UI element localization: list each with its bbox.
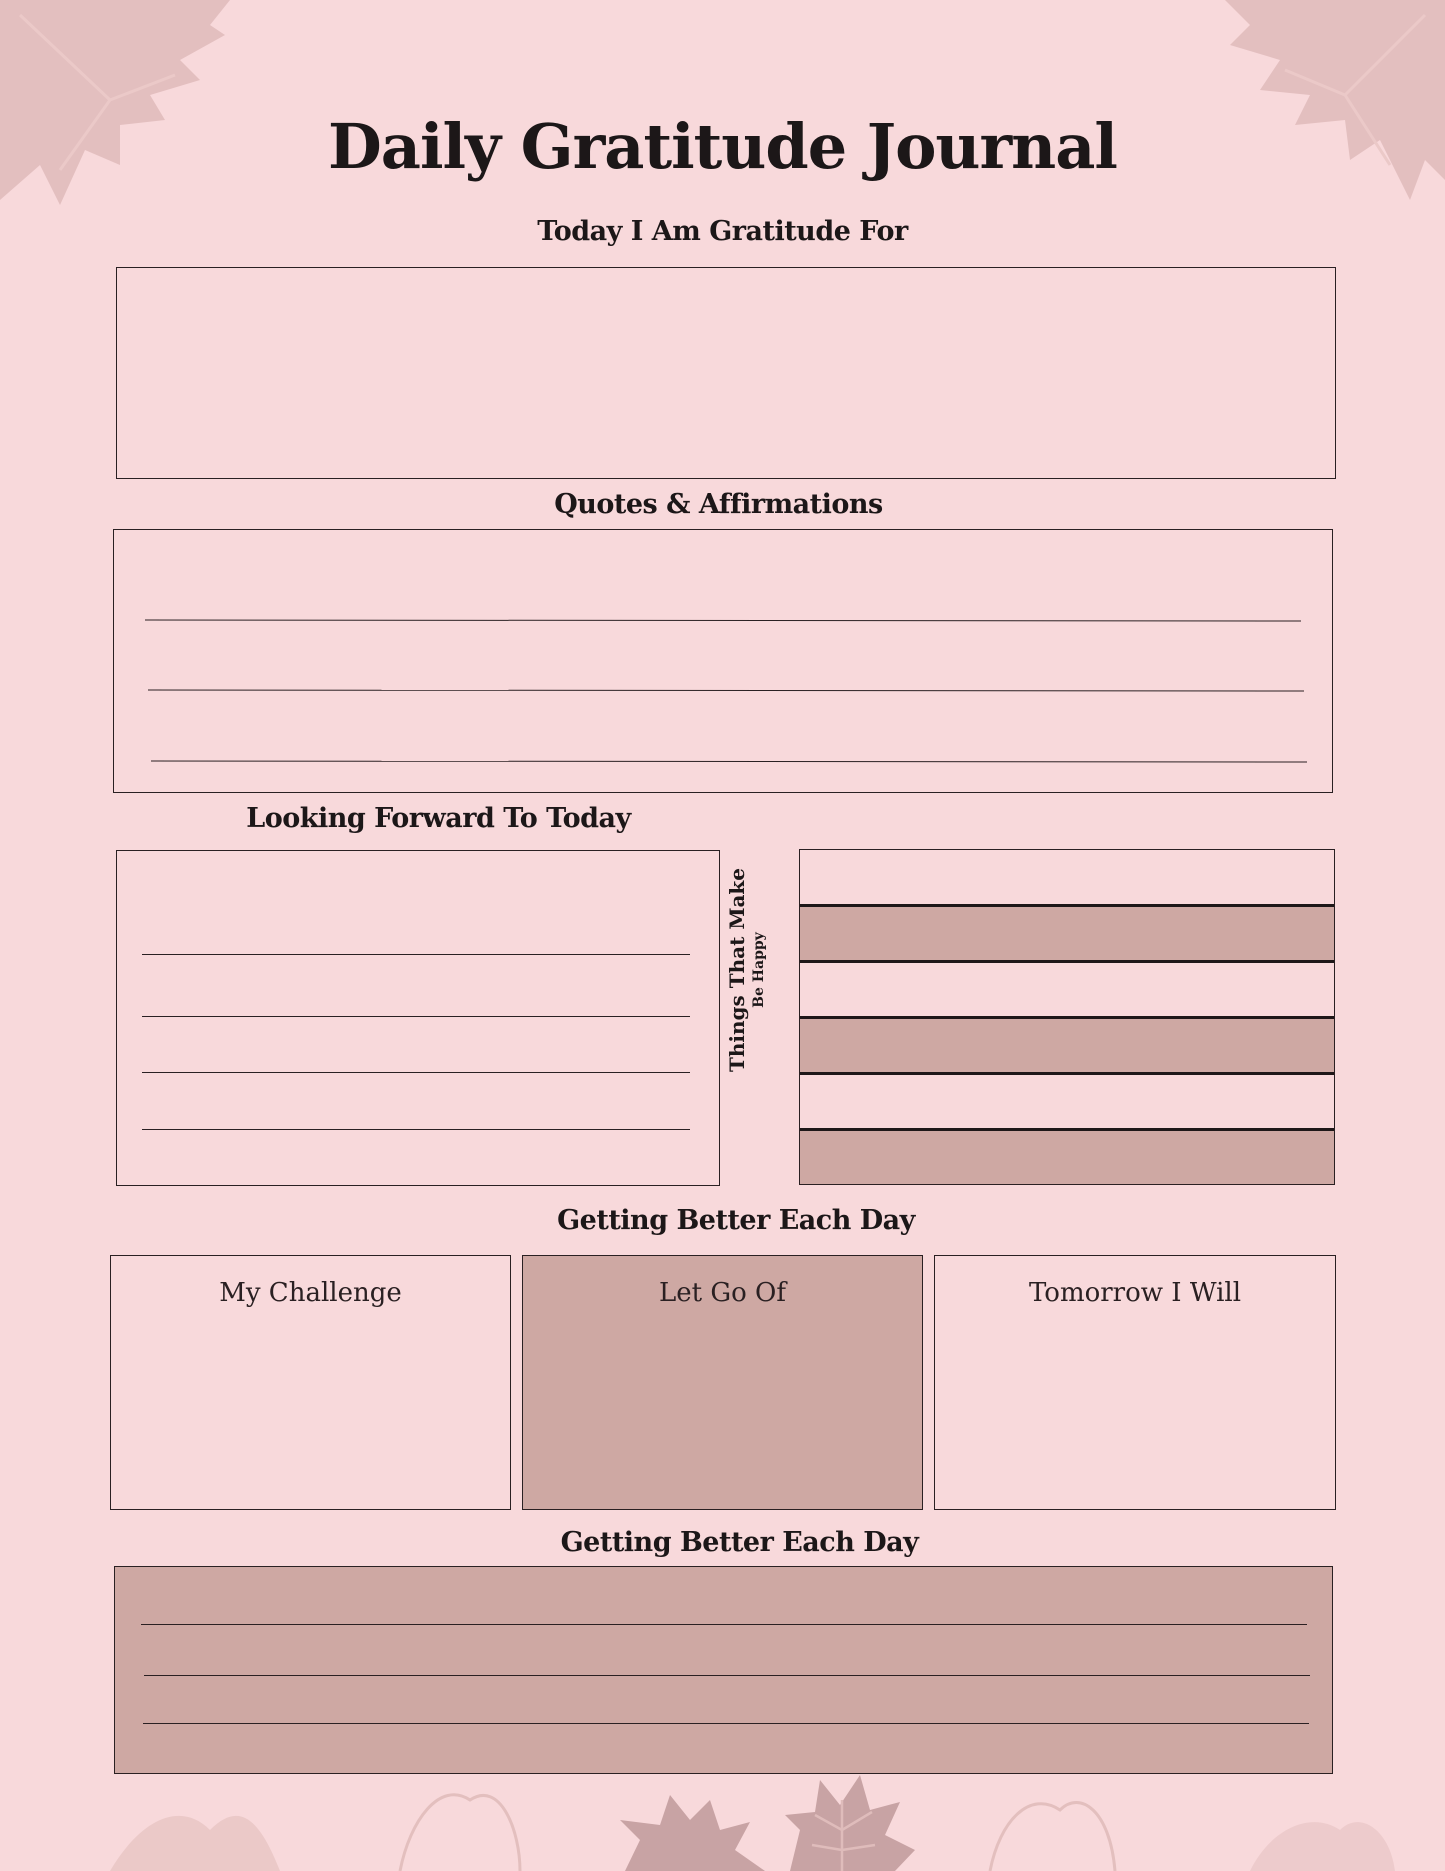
- better-notes-line: [143, 1723, 1309, 1724]
- looking-forward-line: [142, 1016, 690, 1017]
- better-notes-line: [144, 1675, 1310, 1676]
- happy-label: [724, 840, 784, 1100]
- happy-row[interactable]: [800, 1129, 1334, 1184]
- happy-divider: [800, 1072, 1334, 1075]
- tomorrow-i-will-box[interactable]: [934, 1255, 1336, 1510]
- quotes-heading: Quotes & Affirmations: [554, 489, 883, 520]
- tomorrow-i-will-label: Tomorrow I Will: [1028, 1278, 1242, 1308]
- happy-row[interactable]: [800, 905, 1334, 961]
- happy-divider: [800, 904, 1334, 907]
- looking-forward-box[interactable]: [116, 850, 720, 1186]
- better-notes-line: [141, 1624, 1307, 1625]
- looking-forward-line: [142, 1072, 690, 1073]
- my-challenge-label: My Challenge: [219, 1278, 402, 1308]
- happy-divider: [800, 1128, 1334, 1131]
- let-go-of-box[interactable]: [522, 1255, 923, 1510]
- better-notes-heading: Getting Better Each Day: [560, 1527, 919, 1558]
- happy-divider: [800, 1016, 1334, 1019]
- gratitude-heading: Today I Am Gratitude For: [537, 216, 908, 247]
- happy-label-line2: Be Happy: [751, 932, 767, 1008]
- quotes-box[interactable]: [113, 529, 1333, 793]
- happy-list[interactable]: [799, 849, 1335, 1185]
- gratitude-box[interactable]: [116, 267, 1336, 479]
- happy-divider: [800, 960, 1334, 963]
- better-notes-box[interactable]: [114, 1566, 1333, 1774]
- better-heading: Getting Better Each Day: [557, 1205, 915, 1236]
- happy-row[interactable]: [800, 961, 1334, 1017]
- my-challenge-box[interactable]: [110, 1255, 511, 1510]
- happy-row[interactable]: [800, 850, 1334, 905]
- page-title: Daily Gratitude Journal: [328, 110, 1117, 183]
- happy-label-line1: Things That Make: [725, 867, 749, 1073]
- leaves-bottom-icon: [0, 1760, 1445, 1871]
- looking-forward-heading: Looking Forward To Today: [246, 803, 631, 834]
- happy-row[interactable]: [800, 1017, 1334, 1073]
- let-go-of-label: Let Go Of: [659, 1278, 786, 1308]
- happy-row[interactable]: [800, 1073, 1334, 1129]
- looking-forward-line: [142, 954, 690, 955]
- looking-forward-line: [142, 1129, 690, 1130]
